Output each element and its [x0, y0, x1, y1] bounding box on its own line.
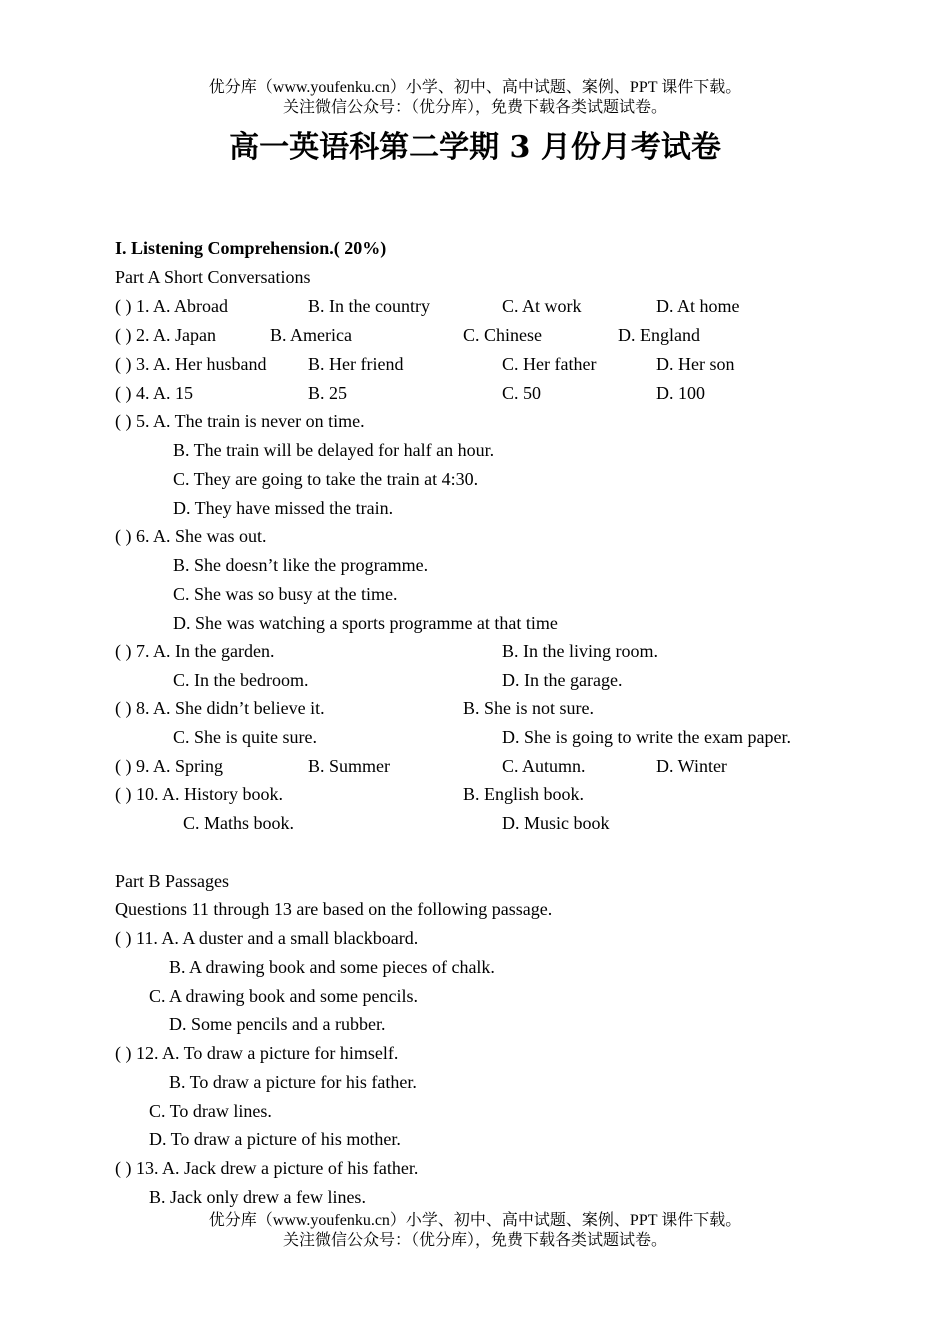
q4-option-d: D. 100: [656, 383, 705, 403]
q7-option-a: ( ) 7. A. In the garden.: [115, 641, 275, 661]
q6-option-d: D. She was watching a sports programme at that time: [173, 613, 558, 633]
q7-option-b: B. In the living room.: [502, 641, 658, 661]
section-heading: I. Listening Comprehension.( 20%): [115, 238, 387, 258]
q1-option-b: B. In the country: [308, 296, 430, 316]
q11-option-b: B. A drawing book and some pieces of chalk.: [169, 957, 495, 977]
footer-line-1: 优分库（www.youfenku.cn）小学、初中、高中试题、案例、PPT 课件下载。: [208, 1212, 742, 1229]
q4-option-b: B. 25: [308, 383, 348, 403]
q1-option-d: D. At home: [656, 296, 740, 316]
q11-option-d: D. Some pencils and a rubber.: [169, 1014, 386, 1034]
footer-line-2: 关注微信公众号：（优分库），免费下载各类试题试卷。: [282, 1232, 667, 1249]
page-title: 高一英语科第二学期 3 月份月考试卷: [229, 130, 721, 165]
q3-option-a: ( ) 3. A. Her husband: [115, 354, 267, 374]
q8-option-d: D. She is going to write the exam paper.: [502, 727, 791, 747]
q3-option-d: D. Her son: [656, 354, 735, 374]
q9-option-a: ( ) 9. A. Spring: [115, 756, 223, 776]
q9-option-b: B. Summer: [308, 756, 391, 776]
q2-option-d: D. England: [618, 325, 700, 345]
q10-option-b: B. English book.: [463, 784, 585, 804]
q5-option-d: D. They have missed the train.: [173, 498, 394, 518]
q10-option-a: ( ) 10. A. History book.: [115, 784, 283, 804]
q3-option-b: B. Her friend: [308, 354, 404, 374]
q1-option-a: ( ) 1. A. Abroad: [115, 296, 228, 316]
part-a-heading: Part A Short Conversations: [115, 267, 311, 287]
q11-option-c: C. A drawing book and some pencils.: [149, 986, 418, 1006]
q12-option-d: D. To draw a picture of his mother.: [149, 1129, 401, 1149]
q3-option-c: C. Her father: [502, 354, 597, 374]
q11-option-a: ( ) 11. A. A duster and a small blackboard.: [115, 928, 419, 948]
q13-option-b: B. Jack only drew a few lines.: [149, 1187, 366, 1207]
q13-option-a: ( ) 13. A. Jack drew a picture of his father.: [115, 1158, 419, 1178]
q10-option-c: C. Maths book.: [183, 813, 295, 833]
q8-option-b: B. She is not sure.: [463, 698, 595, 718]
q9-option-d: D. Winter: [656, 756, 727, 776]
q12-option-c: C. To draw lines.: [149, 1101, 272, 1121]
q4-option-c: C. 50: [502, 383, 542, 403]
q7-option-c: C. In the bedroom.: [173, 670, 309, 690]
q10-option-d: D. Music book: [502, 813, 610, 833]
passage-note: Questions 11 through 13 are based on the following passage.: [115, 899, 553, 919]
header-line-1: 优分库（www.youfenku.cn）小学、初中、高中试题、案例、PPT 课件下载。: [208, 79, 742, 96]
q6-option-b: B. She doesn’t like the programme.: [173, 555, 429, 575]
q6-option-c: C. She was so busy at the time.: [173, 584, 398, 604]
q4-option-a: ( ) 4. A. 15: [115, 383, 193, 403]
q2-option-b: B. America: [270, 325, 352, 345]
q12-option-b: B. To draw a picture for his father.: [169, 1072, 417, 1092]
part-b-heading: Part B Passages: [115, 871, 229, 891]
q2-option-c: C. Chinese: [463, 325, 542, 345]
q5-option-b: B. The train will be delayed for half an hour.: [173, 440, 495, 460]
q7-option-d: D. In the garage.: [502, 670, 623, 690]
q5-option-a: ( ) 5. A. The train is never on time.: [115, 411, 365, 431]
q6-option-a: ( ) 6. A. She was out.: [115, 526, 267, 546]
q1-option-c: C. At work: [502, 296, 582, 316]
q5-option-c: C. They are going to take the train at 4:30.: [173, 469, 479, 489]
q12-option-a: ( ) 12. A. To draw a picture for himself.: [115, 1043, 399, 1063]
q8-option-a: ( ) 8. A. She didn’t believe it.: [115, 698, 325, 718]
q8-option-c: C. She is quite sure.: [173, 727, 317, 747]
q2-option-a: ( ) 2. A. Japan: [115, 325, 216, 345]
header-line-2: 关注微信公众号：（优分库），免费下载各类试题试卷。: [282, 99, 667, 116]
q9-option-c: C. Autumn.: [502, 756, 586, 776]
